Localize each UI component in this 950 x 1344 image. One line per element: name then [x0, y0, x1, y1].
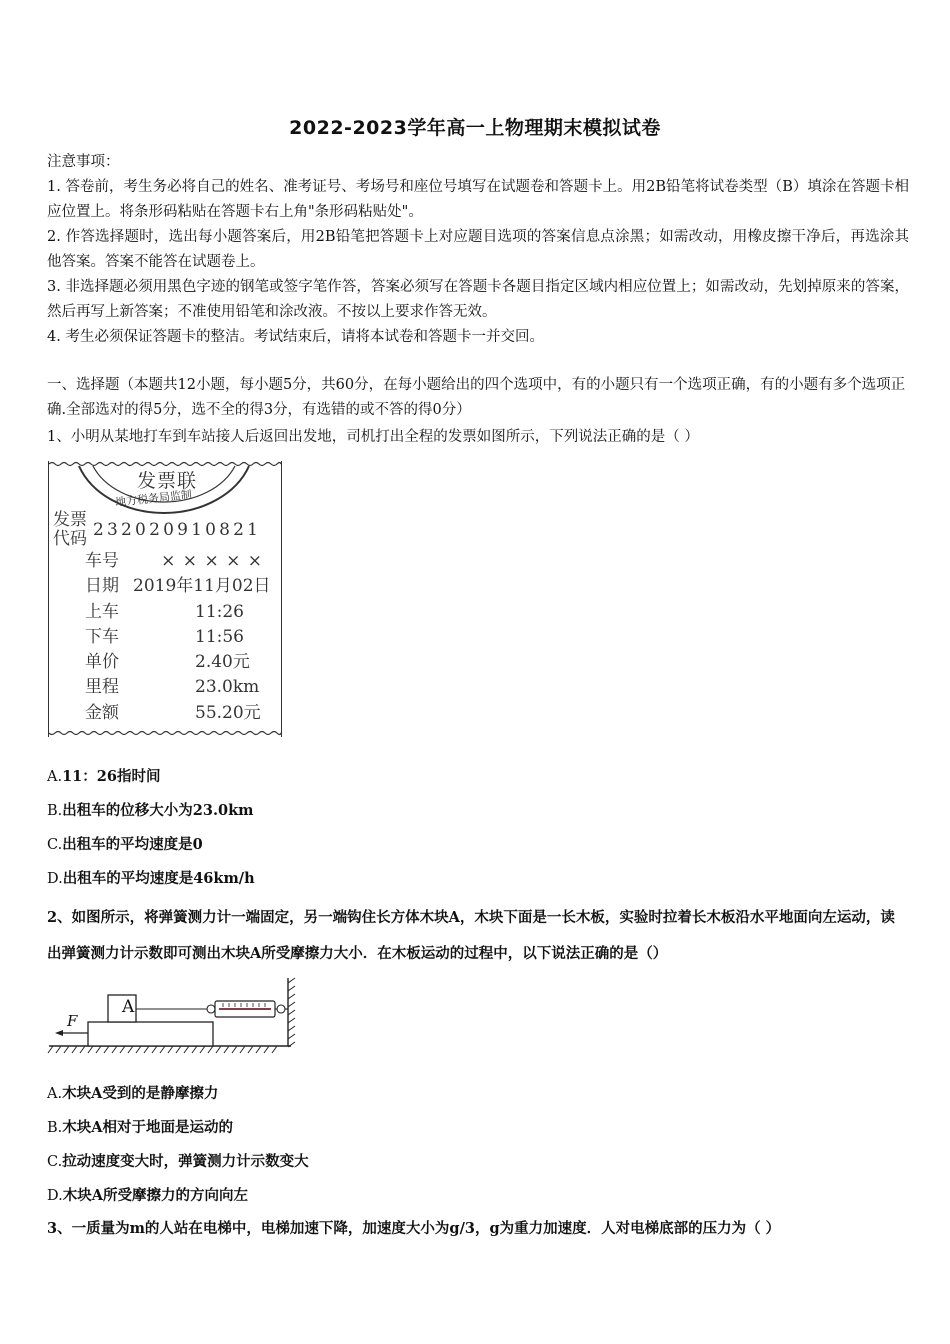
receipt-row-label: 上车	[85, 601, 119, 622]
question-2-stem	[47, 900, 909, 972]
q1-option-a	[47, 766, 160, 788]
receipt-row-value: 2.40元	[195, 652, 250, 673]
receipt-row-value: × × × × ×	[161, 551, 263, 571]
q1-option-d	[47, 868, 255, 890]
notice-item: 3. 非选择题必须用黑色字迹的钢笔或签字笔作答，答案必须写在答题卡各题目指定区域内相应位置上；如需改动，先划掉原来的答案，然后再写上新答案；不准使用铅笔和涂改液。不按以上要求作答无效。	[47, 279, 909, 320]
receipt-row-label: 里程	[85, 677, 119, 698]
receipt-seal-text: 地方税务局监制	[114, 488, 193, 509]
receipt-code-label-line1: 发票	[53, 510, 87, 530]
receipt-row-label: 单价	[85, 652, 119, 673]
option-text: 11：26指时间	[62, 768, 161, 785]
receipt-row-value: 2019年11月02日	[133, 576, 271, 597]
receipt-row	[85, 574, 281, 599]
q2-option-d	[47, 1185, 248, 1207]
notice-list	[47, 175, 909, 350]
option-letter: B.	[47, 1120, 63, 1136]
question-3-stem	[47, 1216, 909, 1242]
option-text: 拉动速度变大时，弹簧测力计示数变大	[62, 1153, 309, 1170]
option-letter: B.	[47, 803, 63, 819]
notice-item: 2. 作答选择题时，选出每小题答案后，用2B铅笔把答题卡上对应题目选项的答案信息点涂黑；如需改动，用橡皮擦干净后，再选涂其他答案。答案不能答在试题卷上。	[47, 229, 909, 270]
q2-option-b	[47, 1117, 233, 1139]
option-letter: D.	[47, 1188, 63, 1204]
receipt-row	[85, 701, 281, 726]
q2-option-c	[47, 1151, 309, 1173]
receipt-rows	[85, 549, 281, 726]
receipt-row-value: 11:56	[195, 626, 244, 647]
option-text: 木块A所受摩擦力的方向向左	[62, 1187, 248, 1204]
q2-option-a	[47, 1083, 218, 1105]
receipt-header: 发票联	[137, 470, 198, 492]
option-text: 木块A相对于地面是运动的	[62, 1119, 234, 1136]
receipt-row-label: 金额	[85, 702, 119, 723]
receipt-code-label	[53, 511, 87, 549]
notice-item: 4. 考生必须保证答题卡的整洁。考试结束后，请将本试卷和答题卡一并交回。	[47, 329, 544, 345]
receipt-row-label: 日期	[85, 576, 119, 597]
receipt-row	[85, 625, 281, 650]
block-a-label: A	[122, 997, 135, 1017]
receipt-row-value: 23.0km	[195, 677, 260, 698]
question-1-stem: 1、小明从某地打车到车站接人后返回出发地，司机打出全程的发票如图所示，下列说法正确的是（ ）	[47, 429, 699, 445]
option-text: 出租车的平均速度是46km/h	[62, 870, 255, 887]
option-letter: A.	[47, 1086, 63, 1102]
receipt-row	[85, 675, 281, 700]
option-letter: A.	[47, 769, 63, 785]
taxi-receipt-figure	[48, 461, 282, 737]
friction-experiment-figure	[47, 975, 299, 1057]
notice-item: 1. 答卷前，考生务必将自己的姓名、准考证号、考场号和座位号填写在试题卷和答题卡上。用2B铅笔将试卷类型（B）填涂在答题卡相应位置上。将条形码粘贴在答题卡右上角"条形码粘贴处"。	[47, 179, 909, 220]
section-heading: 一、选择题（本题共12小题，每小题5分，共60分，在每小题给出的四个选项中，有的小题只有一个选项正确，有的小题有多个选项正确.全部选对的得5分，选不全的得3分，有选错的或不答的得0分）	[47, 377, 906, 418]
receipt-row	[85, 549, 281, 574]
receipt-row-label: 下车	[85, 626, 119, 647]
question-2-text: 2、如图所示，将弹簧测力计一端固定，另一端钩住长方体木块A，木块下面是一长木板，实验时拉着长木板沿水平地面向左运动，读出弹簧测力计示数即可测出木块A所受摩擦力大小．在木板运动的过程中，以下说法正确的是（）	[47, 909, 895, 962]
q1-option-b	[47, 800, 253, 822]
receipt-code-label-line2: 代码	[53, 529, 87, 549]
option-text: 出租车的平均速度是0	[62, 836, 203, 853]
option-letter: D.	[47, 871, 63, 887]
receipt-row	[85, 600, 281, 625]
option-text: 出租车的位移大小为23.0km	[62, 802, 254, 819]
receipt-row	[85, 650, 281, 675]
option-letter: C.	[47, 837, 63, 853]
notice-heading: 注意事项：	[47, 154, 120, 170]
q1-option-c	[47, 834, 203, 856]
option-text: 木块A受到的是静摩擦力	[62, 1085, 219, 1102]
option-letter: C.	[47, 1154, 63, 1170]
receipt-row-label: 车号	[85, 551, 119, 571]
page-title: 2022-2023学年高一上物理期末模拟试卷	[289, 117, 661, 139]
receipt-row-value: 55.20元	[195, 702, 261, 723]
receipt-code-value: 232020910821	[93, 520, 262, 540]
receipt-row-value: 11:26	[195, 601, 244, 622]
question-3-text: 3、一质量为m的人站在电梯中，电梯加速下降，加速度大小为g/3，g为重力加速度．人对电梯底部的压力为（ ）	[47, 1220, 781, 1237]
force-f-label: F	[67, 1012, 78, 1030]
